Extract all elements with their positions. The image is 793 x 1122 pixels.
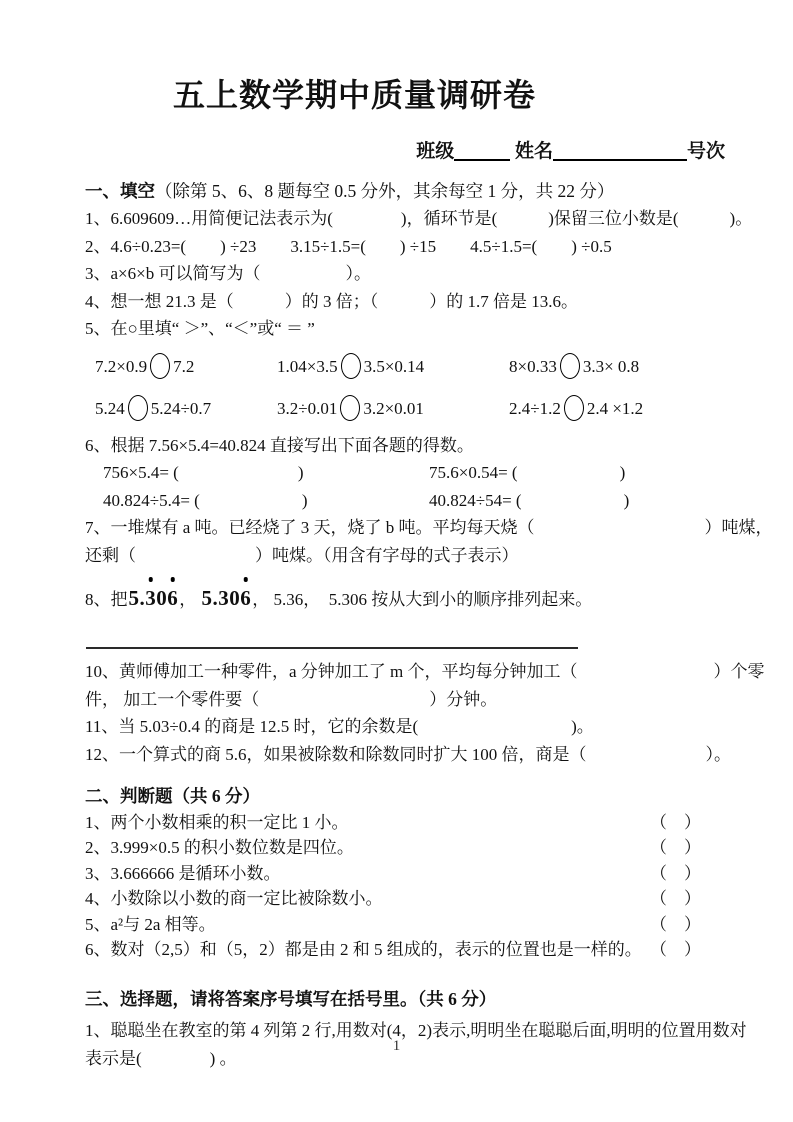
judge-item — [85, 912, 737, 937]
page-number: 1 — [392, 1038, 401, 1054]
fill-q3: 3、a×6×b 可以简写为（ ）。 — [85, 264, 371, 283]
comparison-right: 3.5×0.14 — [363, 356, 425, 376]
repeating-decimal-2: 5.306 — [202, 586, 252, 610]
comparison-right: 2.4 ×1.2 — [586, 398, 644, 418]
judge-item — [85, 810, 737, 835]
name-label: 姓名 — [514, 141, 553, 162]
q8-answer-line — [86, 647, 578, 649]
seat-label: 号次 — [686, 141, 725, 162]
fill-q6-cell: 756×5.4= ( ) — [103, 463, 304, 482]
fill-q12: 12、一个算式的商 5.6，如果被除数和除数同时扩大 100 倍，商是（ ）。 — [85, 744, 731, 764]
section1-heading — [85, 178, 737, 205]
judge-item-bracket: （ ） — [650, 863, 701, 883]
section1-heading-note: （除第 5、6、8 题每空 0.5 分外，其余每空 1 分，共 22 分） — [155, 181, 615, 201]
fill-q7-line2: 还剩（ ）吨煤。（用含有字母的式子表示） — [85, 545, 519, 565]
fill-q6-intro: 6、根据 7.56×5.4=40.824 直接写出下面各题的得数。 — [85, 435, 474, 455]
comparison-circle — [128, 395, 148, 421]
fill-q8 — [85, 574, 737, 615]
judge-item-text: 5、a²与 2a 相等。 — [85, 914, 216, 934]
judge-item-text: 4、小数除以小数的商一定比被除数小。 — [85, 889, 383, 909]
judge-item-bracket: （ ） — [650, 914, 701, 934]
student-info-row — [85, 136, 737, 163]
section2-heading: 二、判断题（共 6 分） — [85, 786, 260, 806]
judge-item — [85, 937, 737, 962]
comparison-right: 7.2 — [173, 356, 195, 376]
fill-q6-grid — [85, 459, 737, 514]
comparison-circle — [564, 395, 584, 421]
comparison-item — [277, 388, 509, 430]
comparison-circle — [560, 353, 580, 379]
fill-q8-prefix: 8、把 — [85, 590, 128, 609]
fill-q8-sep2: ， — [252, 590, 270, 609]
judge-item-text: 3、3.666666 是循环小数。 — [85, 863, 281, 883]
comparison-left: 5.24 — [95, 398, 125, 418]
comparison-item — [95, 388, 277, 430]
judge-item-text: 6、数对（2,5）和（5，2）都是由 2 和 5 组成的，表示的位置也是一样的。 — [85, 940, 642, 960]
section3-heading: 三、选择题，请将答案序号填写在括号里。（共 6 分） — [85, 989, 497, 1010]
comparison-item — [277, 346, 509, 388]
comparison-right: 3.2×0.01 — [363, 398, 424, 418]
fill-q1: 1、6.609609…用简便记法表示为( )，循环节是( )保留三位小数是( )。 — [85, 209, 753, 228]
comparison-item — [509, 388, 737, 430]
class-blank-line — [454, 141, 510, 161]
page-title: 五上数学期中质量调研卷 — [173, 77, 537, 113]
fill-q7-line1: 7、一堆煤有 a 吨。已经烧了 3 天，烧了 b 吨。平均每天烧（ ）吨煤， — [85, 518, 773, 537]
fill-q6-cell: 75.6×0.54= ( ) — [429, 463, 626, 482]
comparison-left: 1.04×3.5 — [277, 356, 338, 376]
judge-item-text: 2、3.999×0.5 的积小数位数是四位。 — [85, 838, 354, 858]
judge-item — [85, 861, 737, 886]
comparison-circle — [341, 353, 361, 379]
judge-item-bracket: （ ） — [650, 889, 701, 909]
comparison-left: 8×0.33 — [509, 356, 557, 376]
fill-q6-cell: 40.824÷5.4= ( ) — [103, 490, 308, 510]
fill-q10-line1: 10、黄师傅加工一种零件，a 分钟加工了 m 个，平均每分钟加工（ ）个零 — [85, 662, 765, 681]
fill-q4: 4、想一想 21.3 是（ ）的 3 倍；（ ）的 1.7 倍是 13.6。 — [85, 291, 578, 311]
fill-q10-line2: 件， 加工一个零件要（ ）分钟。 — [85, 689, 498, 709]
section1-heading-title: 一、填空 — [85, 181, 155, 201]
comparison-left: 3.2÷0.01 — [277, 398, 338, 418]
repeating-decimal-1: 5.306 — [129, 586, 179, 610]
comparison-left: 7.2×0.9 — [95, 356, 148, 376]
choice-q1-line2: 表示是( ) 。 — [85, 1048, 237, 1068]
judge-item-bracket: （ ） — [650, 838, 701, 858]
class-label: 班级 — [416, 141, 455, 162]
comparison-left: 2.4÷1.2 — [509, 398, 561, 418]
fill-q11: 11、当 5.03÷0.4 的商是 12.5 时，它的余数是( )。 — [85, 717, 594, 736]
comparison-grid — [85, 346, 737, 430]
judge-item — [85, 835, 737, 860]
judge-item-bracket: （ ） — [650, 940, 701, 960]
comparison-circle — [340, 395, 360, 421]
fill-q8-rest: 5.36， 5.306 按从大到小的顺序排列起来。 — [273, 590, 593, 609]
fill-q5: 5、在○里填“ ＞”、“＜”或“ ＝ ” — [85, 319, 315, 338]
comparison-item — [95, 346, 277, 388]
fill-q6-cell: 40.824÷54= ( ) — [429, 490, 630, 510]
comparison-right: 5.24÷0.7 — [150, 398, 212, 418]
choice-q1-line1: 1、聪聪坐在教室的第 4 列第 2 行,用数对(4，2)表示,明明坐在聪聪后面,明明的位置用数对 — [85, 1021, 747, 1041]
fill-q2: 2、4.6÷0.23=( ) ÷23 3.15÷1.5=( ) ÷15 4.5÷1.5=( ) ÷0.5 — [85, 236, 612, 256]
name-blank-line — [553, 141, 687, 161]
comparison-item — [509, 346, 737, 388]
judge-item — [85, 886, 737, 911]
judge-item-bracket: （ ） — [650, 813, 701, 832]
comparison-right: 3.3× 0.8 — [582, 356, 640, 376]
comparison-circle — [150, 353, 170, 379]
fill-q8-sep1: ， — [179, 590, 197, 609]
judge-item-text: 1、两个小数相乘的积一定比 1 小。 — [85, 813, 349, 832]
